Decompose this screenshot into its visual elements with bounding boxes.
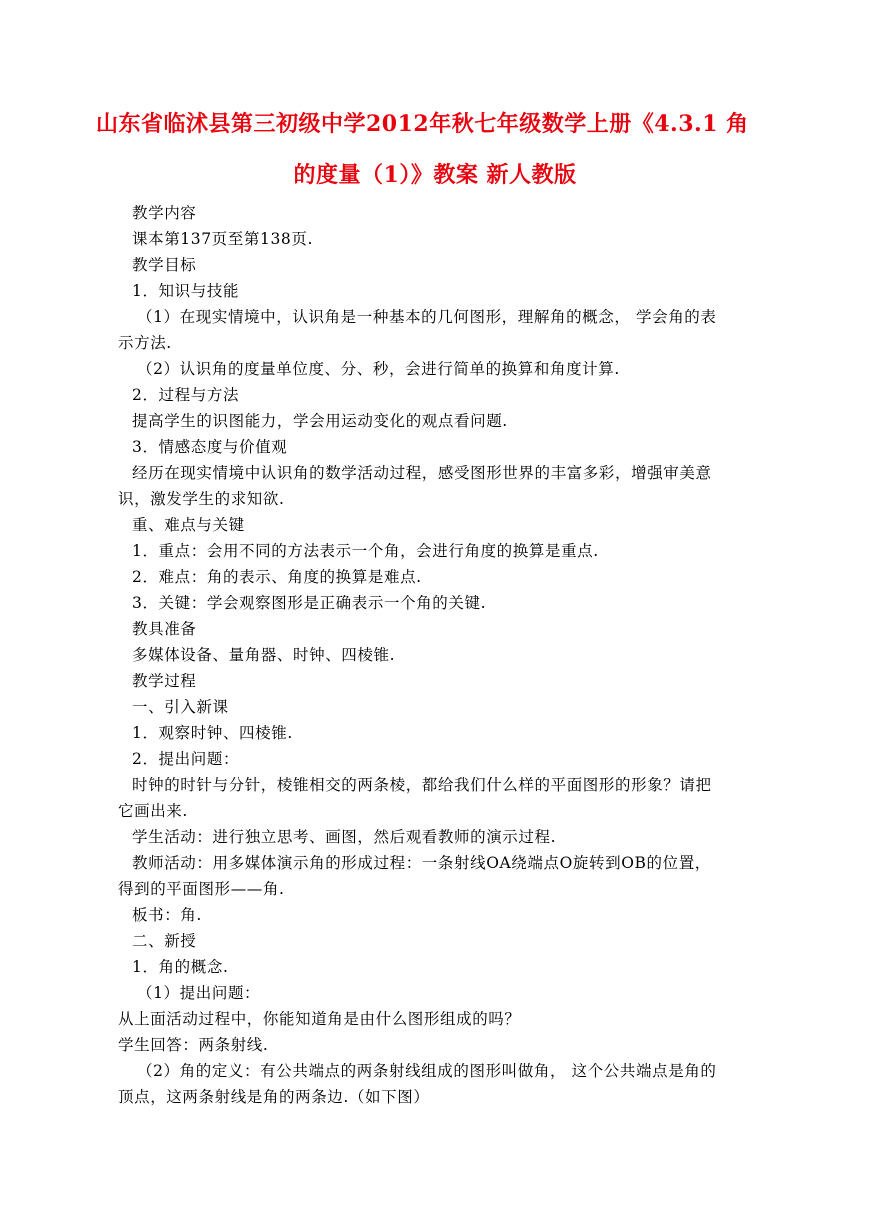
body-line: 它画出来. bbox=[118, 802, 188, 820]
body-line: 提高学生的识图能力，学会用运动变化的观点看问题. bbox=[132, 412, 508, 430]
body-line: 2．提出问题： bbox=[132, 750, 240, 768]
body-line: （2）认识角的度量单位度、分、秒，会进行简单的换算和角度计算. bbox=[137, 360, 620, 378]
body-line: 学生回答：两条射线. bbox=[118, 1036, 269, 1054]
body-line: 课本第137页至第138页. bbox=[132, 230, 313, 248]
body-line: 教学过程 bbox=[132, 672, 197, 690]
body-line: 3．情感态度与价值观 bbox=[132, 438, 288, 456]
body-line: 3．关键：学会观察图形是正确表示一个角的关键. bbox=[132, 594, 487, 612]
body-line: 二、新授 bbox=[132, 932, 197, 950]
body-line: 板书：角. bbox=[132, 906, 202, 924]
body-line: 2．难点：角的表示、角度的换算是难点. bbox=[132, 568, 422, 586]
body-line: 教学内容 bbox=[132, 204, 197, 222]
body-line: 时钟的时针与分针，棱锥相交的两条棱，都给我们什么样的平面图形的形象？请把 bbox=[132, 776, 712, 794]
body-line: 1．重点：会用不同的方法表示一个角，会进行角度的换算是重点. bbox=[132, 542, 599, 560]
body-line: 教学目标 bbox=[132, 256, 197, 274]
body-line: 重、难点与关键 bbox=[132, 516, 245, 534]
body-line: 学生活动：进行独立思考、画图，然后观看教师的演示过程. bbox=[132, 828, 557, 846]
body-line: 2．过程与方法 bbox=[132, 386, 240, 404]
body-line: 得到的平面图形——角. bbox=[118, 880, 285, 898]
document-title-line-1: 山东省临沭县第三初级中学2012年秋七年级数学上册《4.3.1 角 bbox=[96, 111, 749, 137]
body-line: （2）角的定义：有公共端点的两条射线组成的图形叫做角， 这个公共端点是角的 bbox=[137, 1062, 717, 1080]
body-line: 从上面活动过程中，你能知道角是由什么图形组成的吗？ bbox=[118, 1010, 521, 1028]
body-line: 1．角的概念. bbox=[132, 958, 229, 976]
body-line: （1）提出问题： bbox=[137, 984, 261, 1002]
document-title-line-2: 的度量（1）》教案 新人教版 bbox=[293, 162, 577, 188]
body-line: 1．知识与技能 bbox=[132, 282, 240, 300]
body-line: 1．观察时钟、四棱锥. bbox=[132, 724, 293, 742]
body-line: 教具准备 bbox=[132, 620, 197, 638]
body-line: 示方法. bbox=[118, 334, 172, 352]
body-line: 顶点，这两条射线是角的两条边.（如下图） bbox=[118, 1088, 430, 1106]
body-line: 识，激发学生的求知欲. bbox=[118, 490, 285, 508]
body-line: 多媒体设备、量角器、时钟、四棱锥. bbox=[132, 646, 396, 664]
body-line: （1）在现实情境中，认识角是一种基本的几何图形，理解角的概念， 学会角的表 bbox=[137, 308, 717, 326]
body-line: 一、引入新课 bbox=[132, 698, 229, 716]
body-line: 教师活动：用多媒体演示角的形成过程：一条射线OA绕端点O旋转到OB的位置， bbox=[132, 854, 711, 872]
body-line: 经历在现实情境中认识角的数学活动过程，感受图形世界的丰富多彩，增强审美意 bbox=[132, 464, 712, 482]
